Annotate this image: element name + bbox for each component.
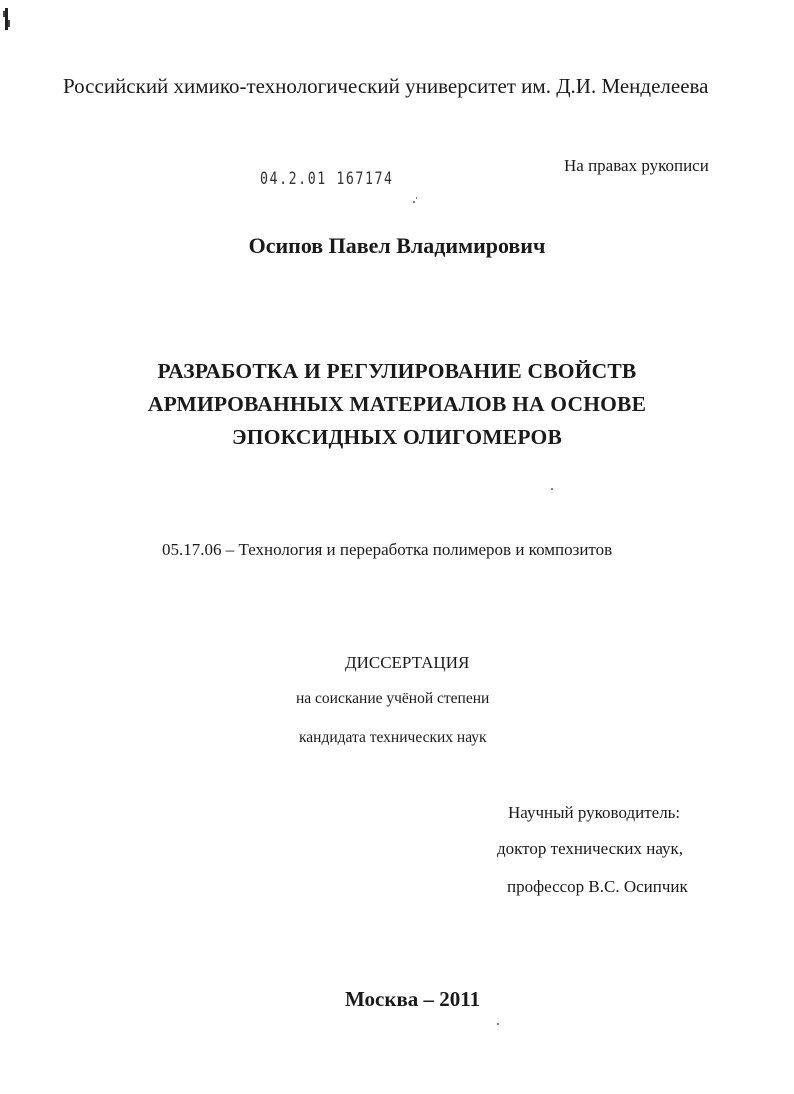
degree-line-1: на соискание учёной степени	[296, 690, 490, 707]
supervisor-degree: доктор технических наук,	[497, 839, 684, 858]
supervisor-label: Научный руководитель:	[508, 803, 681, 822]
manuscript-rights-label: На правах рукописи	[564, 156, 709, 175]
scan-speck	[551, 488, 553, 490]
university-name: Российский химико-технологический университет им. Д.И. Менделеева	[63, 74, 709, 98]
title-line-3: ЭПОКСИДНЫХ ОЛИГОМЕРОВ	[231, 425, 563, 449]
title-line-2: АРМИРОВАННЫХ МАТЕРИАЛОВ НА ОСНОВЕ	[147, 392, 647, 416]
title-line-1: РАЗРАБОТКА И РЕГУЛИРОВАНИЕ СВОЙСТВ	[157, 359, 637, 383]
degree-line-2: кандидата технических наук	[299, 729, 487, 746]
registration-stamp: 04.2.01 167174	[260, 169, 394, 189]
supervisor-name: профессор В.С. Осипчик	[507, 877, 688, 896]
scan-speck	[497, 1023, 499, 1025]
scan-speck	[413, 201, 415, 203]
scan-speck	[416, 197, 417, 199]
scan-edge-mark	[5, 8, 8, 30]
specialty-code: 05.17.06 – Технология и переработка полимеров и композитов	[162, 540, 613, 559]
document-type: ДИССЕРТАЦИЯ	[345, 653, 470, 672]
city-year: Москва – 2011	[345, 987, 481, 1011]
author-name: Осипов Павел Владимирович	[248, 233, 546, 258]
